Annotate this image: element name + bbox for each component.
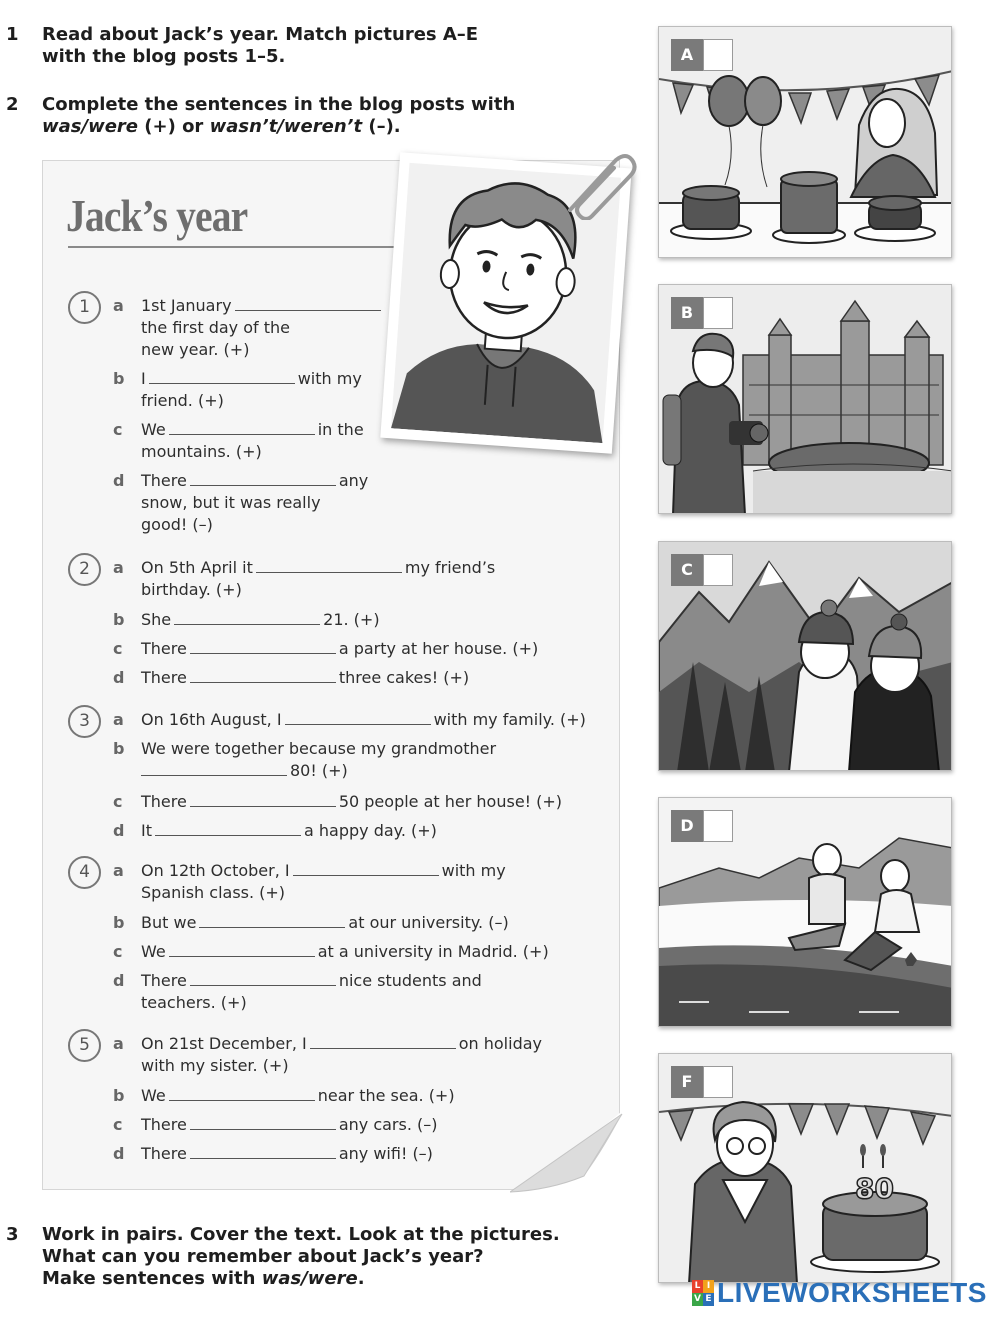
sentence-text: On 21st December, I: [141, 1034, 307, 1053]
sentence-text: 50 people at her house! (+): [338, 792, 563, 811]
answer-blank[interactable]: [285, 711, 431, 725]
answer-tag: [671, 554, 733, 586]
answer-blank[interactable]: [199, 914, 345, 928]
logo-letter: V: [692, 1293, 703, 1306]
sentence-text: There: [141, 971, 187, 990]
sentence-text: in the: [317, 420, 364, 439]
sentence-line: [141, 638, 538, 660]
picture-d: [658, 797, 952, 1027]
sentence-text: We: [141, 1086, 166, 1105]
sentence-text: It: [141, 821, 152, 840]
item-letter: c: [113, 639, 123, 658]
answer-tag: [671, 297, 733, 329]
sentence-continuation: [141, 760, 348, 782]
item-letter: c: [113, 942, 123, 961]
sentence-text: with my: [441, 861, 506, 880]
item-letter: c: [113, 420, 123, 439]
item-letter: d: [113, 821, 125, 840]
sentence-text: There: [141, 792, 187, 811]
answer-blank[interactable]: [155, 822, 301, 836]
sentence-text: But we: [141, 913, 197, 932]
section-number: 1: [68, 291, 101, 324]
sentence-text: On 5th April it: [141, 558, 253, 577]
instruction-number: 3: [6, 1224, 19, 1245]
item-letter: d: [113, 1144, 125, 1163]
item-letter: a: [113, 710, 124, 729]
answer-blank[interactable]: [190, 640, 336, 654]
picture-b: [658, 284, 952, 514]
sentence-continuation: new year. (+): [141, 340, 250, 359]
picture-a: [658, 26, 952, 258]
answer-blank[interactable]: [169, 1087, 315, 1101]
sentence-continuation: teachers. (+): [141, 993, 247, 1012]
item-letter: a: [113, 861, 124, 880]
sentence-text: a party at her house. (+): [338, 639, 539, 658]
answer-tag: [671, 810, 733, 842]
instruction-text: Complete the sentences in the blog posts with was/were (+) or wasn’t/weren’t (–).: [42, 94, 516, 137]
sentence-text: with my family. (+): [433, 710, 586, 729]
sentence-line: [141, 1114, 438, 1136]
logo-letter: E: [703, 1293, 714, 1306]
answer-blank[interactable]: [310, 1035, 456, 1049]
sentence-text: There: [141, 639, 187, 658]
sentence-text: my friend’s: [404, 558, 496, 577]
sentence-line: [141, 820, 437, 842]
answer-blank[interactable]: [293, 862, 439, 876]
answer-blank[interactable]: [174, 611, 320, 625]
sentence-text: three cakes! (+): [338, 668, 470, 687]
answer-blank[interactable]: [190, 1116, 336, 1130]
sentence-text: 1st January: [141, 296, 232, 315]
sentence-continuation: with my sister. (+): [141, 1056, 289, 1075]
answer-blank[interactable]: [190, 669, 336, 683]
sentence-continuation: snow, but it was really: [141, 493, 321, 512]
picture-label: B: [671, 297, 703, 329]
sentence-line: [141, 368, 362, 390]
logo-letter: I: [703, 1280, 714, 1293]
sentence-text: On 16th August, I: [141, 710, 282, 729]
item-letter: b: [113, 913, 125, 932]
item-letter: a: [113, 1034, 124, 1053]
sentence-continuation: good! (–): [141, 515, 213, 534]
answer-blank[interactable]: [169, 943, 315, 957]
sentence-text: at a university in Madrid. (+): [317, 942, 549, 961]
sentence-text: any cars. (–): [338, 1115, 438, 1134]
sentence-continuation: the first day of the: [141, 318, 290, 337]
sentence-text: There: [141, 471, 187, 490]
item-letter: d: [113, 971, 125, 990]
item-letter: b: [113, 610, 125, 629]
sentence-text: I: [141, 369, 146, 388]
answer-blank[interactable]: [169, 421, 315, 435]
title-divider: [68, 246, 400, 248]
sentence-text: any: [338, 471, 369, 490]
picture-label: A: [671, 39, 703, 71]
item-letter: a: [113, 296, 124, 315]
sentence-text: 80! (+): [290, 761, 348, 780]
item-letter: c: [113, 1115, 123, 1134]
instruction-text: Read about Jack’s year. Match pictures A–E with the blog posts 1–5.: [42, 24, 479, 67]
answer-blank[interactable]: [190, 972, 336, 986]
answer-box[interactable]: [703, 810, 733, 842]
instruction-number: 1: [6, 24, 19, 45]
instruction-text: Work in pairs. Cover the text. Look at the pictures. What can you remember about Jack’s year? Make sentences with was/were.: [42, 1224, 560, 1289]
answer-box[interactable]: [703, 1066, 733, 1098]
logo-text: LIVEWORKSHEETS: [717, 1277, 987, 1308]
answer-blank[interactable]: [256, 559, 402, 573]
sentence-line: [141, 860, 506, 882]
sentence-line: [141, 738, 496, 760]
svg-text:80: 80: [855, 1172, 894, 1205]
section-number: 4: [68, 856, 101, 889]
section-number: 3: [68, 705, 101, 738]
sentence-line: [141, 470, 368, 492]
sentence-continuation: friend. (+): [141, 391, 224, 410]
answer-tag: [671, 39, 733, 71]
sentence-line: [141, 941, 549, 963]
sentence-line: [141, 667, 469, 689]
section-number: 2: [68, 553, 101, 586]
item-letter: b: [113, 1086, 125, 1105]
answer-box[interactable]: [703, 39, 733, 71]
answer-blank[interactable]: [141, 762, 287, 776]
picture-f: [658, 1053, 952, 1283]
sentence-text: with my: [297, 369, 362, 388]
sentence-text: There: [141, 1115, 187, 1134]
sentence-text: We: [141, 420, 166, 439]
picture-label: F: [671, 1066, 703, 1098]
sentence-line: [141, 1033, 542, 1055]
sentence-continuation: Spanish class. (+): [141, 883, 286, 902]
sentence-line: [141, 1143, 433, 1165]
item-letter: a: [113, 558, 124, 577]
sentence-line: [141, 295, 384, 317]
instruction-number: 2: [6, 94, 19, 115]
sentence-text: There: [141, 668, 187, 687]
sentence-text: on holiday: [458, 1034, 542, 1053]
page-title: Jack’s year: [66, 190, 248, 241]
sentence-text: 21. (+): [323, 610, 380, 629]
sentence-text: We were together because my grandmother: [141, 739, 497, 758]
item-letter: d: [113, 471, 125, 490]
sentence-text: any wifi! (–): [338, 1144, 433, 1163]
item-letter: b: [113, 369, 125, 388]
sentence-text: a happy day. (+): [304, 821, 437, 840]
answer-blank[interactable]: [149, 370, 295, 384]
sentence-text: She: [141, 610, 172, 629]
picture-label: C: [671, 554, 703, 586]
sentence-line: [141, 791, 562, 813]
answer-box[interactable]: [703, 554, 733, 586]
paperclip-icon: [560, 150, 640, 220]
sentence-line: [141, 912, 509, 934]
picture-c: [658, 541, 952, 771]
answer-blank[interactable]: [235, 297, 381, 311]
answer-blank[interactable]: [190, 1145, 336, 1159]
answer-blank[interactable]: [190, 793, 336, 807]
sentence-text: at our university. (–): [348, 913, 509, 932]
sentence-text: On 12th October, I: [141, 861, 290, 880]
item-letter: b: [113, 739, 125, 758]
sentence-text: near the sea. (+): [317, 1086, 455, 1105]
sentence-continuation: birthday. (+): [141, 580, 242, 599]
sentence-text: nice students and: [338, 971, 482, 990]
sentence-line: [141, 609, 380, 631]
sentence-line: [141, 970, 482, 992]
sentence-line: [141, 419, 364, 441]
answer-box[interactable]: [703, 297, 733, 329]
section-number: 5: [68, 1029, 101, 1062]
sentence-text: There: [141, 1144, 187, 1163]
logo-letter: L: [692, 1280, 703, 1293]
liveworksheets-logo: [692, 1278, 987, 1308]
answer-tag: [671, 1066, 733, 1098]
sentence-text: We: [141, 942, 166, 961]
sentence-line: [141, 1085, 455, 1107]
sentence-continuation: mountains. (+): [141, 442, 262, 461]
picture-label: D: [671, 810, 703, 842]
answer-blank[interactable]: [190, 472, 336, 486]
sentence-line: [141, 709, 586, 731]
logo-mark: [692, 1280, 714, 1306]
item-letter: d: [113, 668, 125, 687]
item-letter: c: [113, 792, 123, 811]
sentence-line: [141, 557, 495, 579]
page-curl: [510, 1112, 626, 1194]
